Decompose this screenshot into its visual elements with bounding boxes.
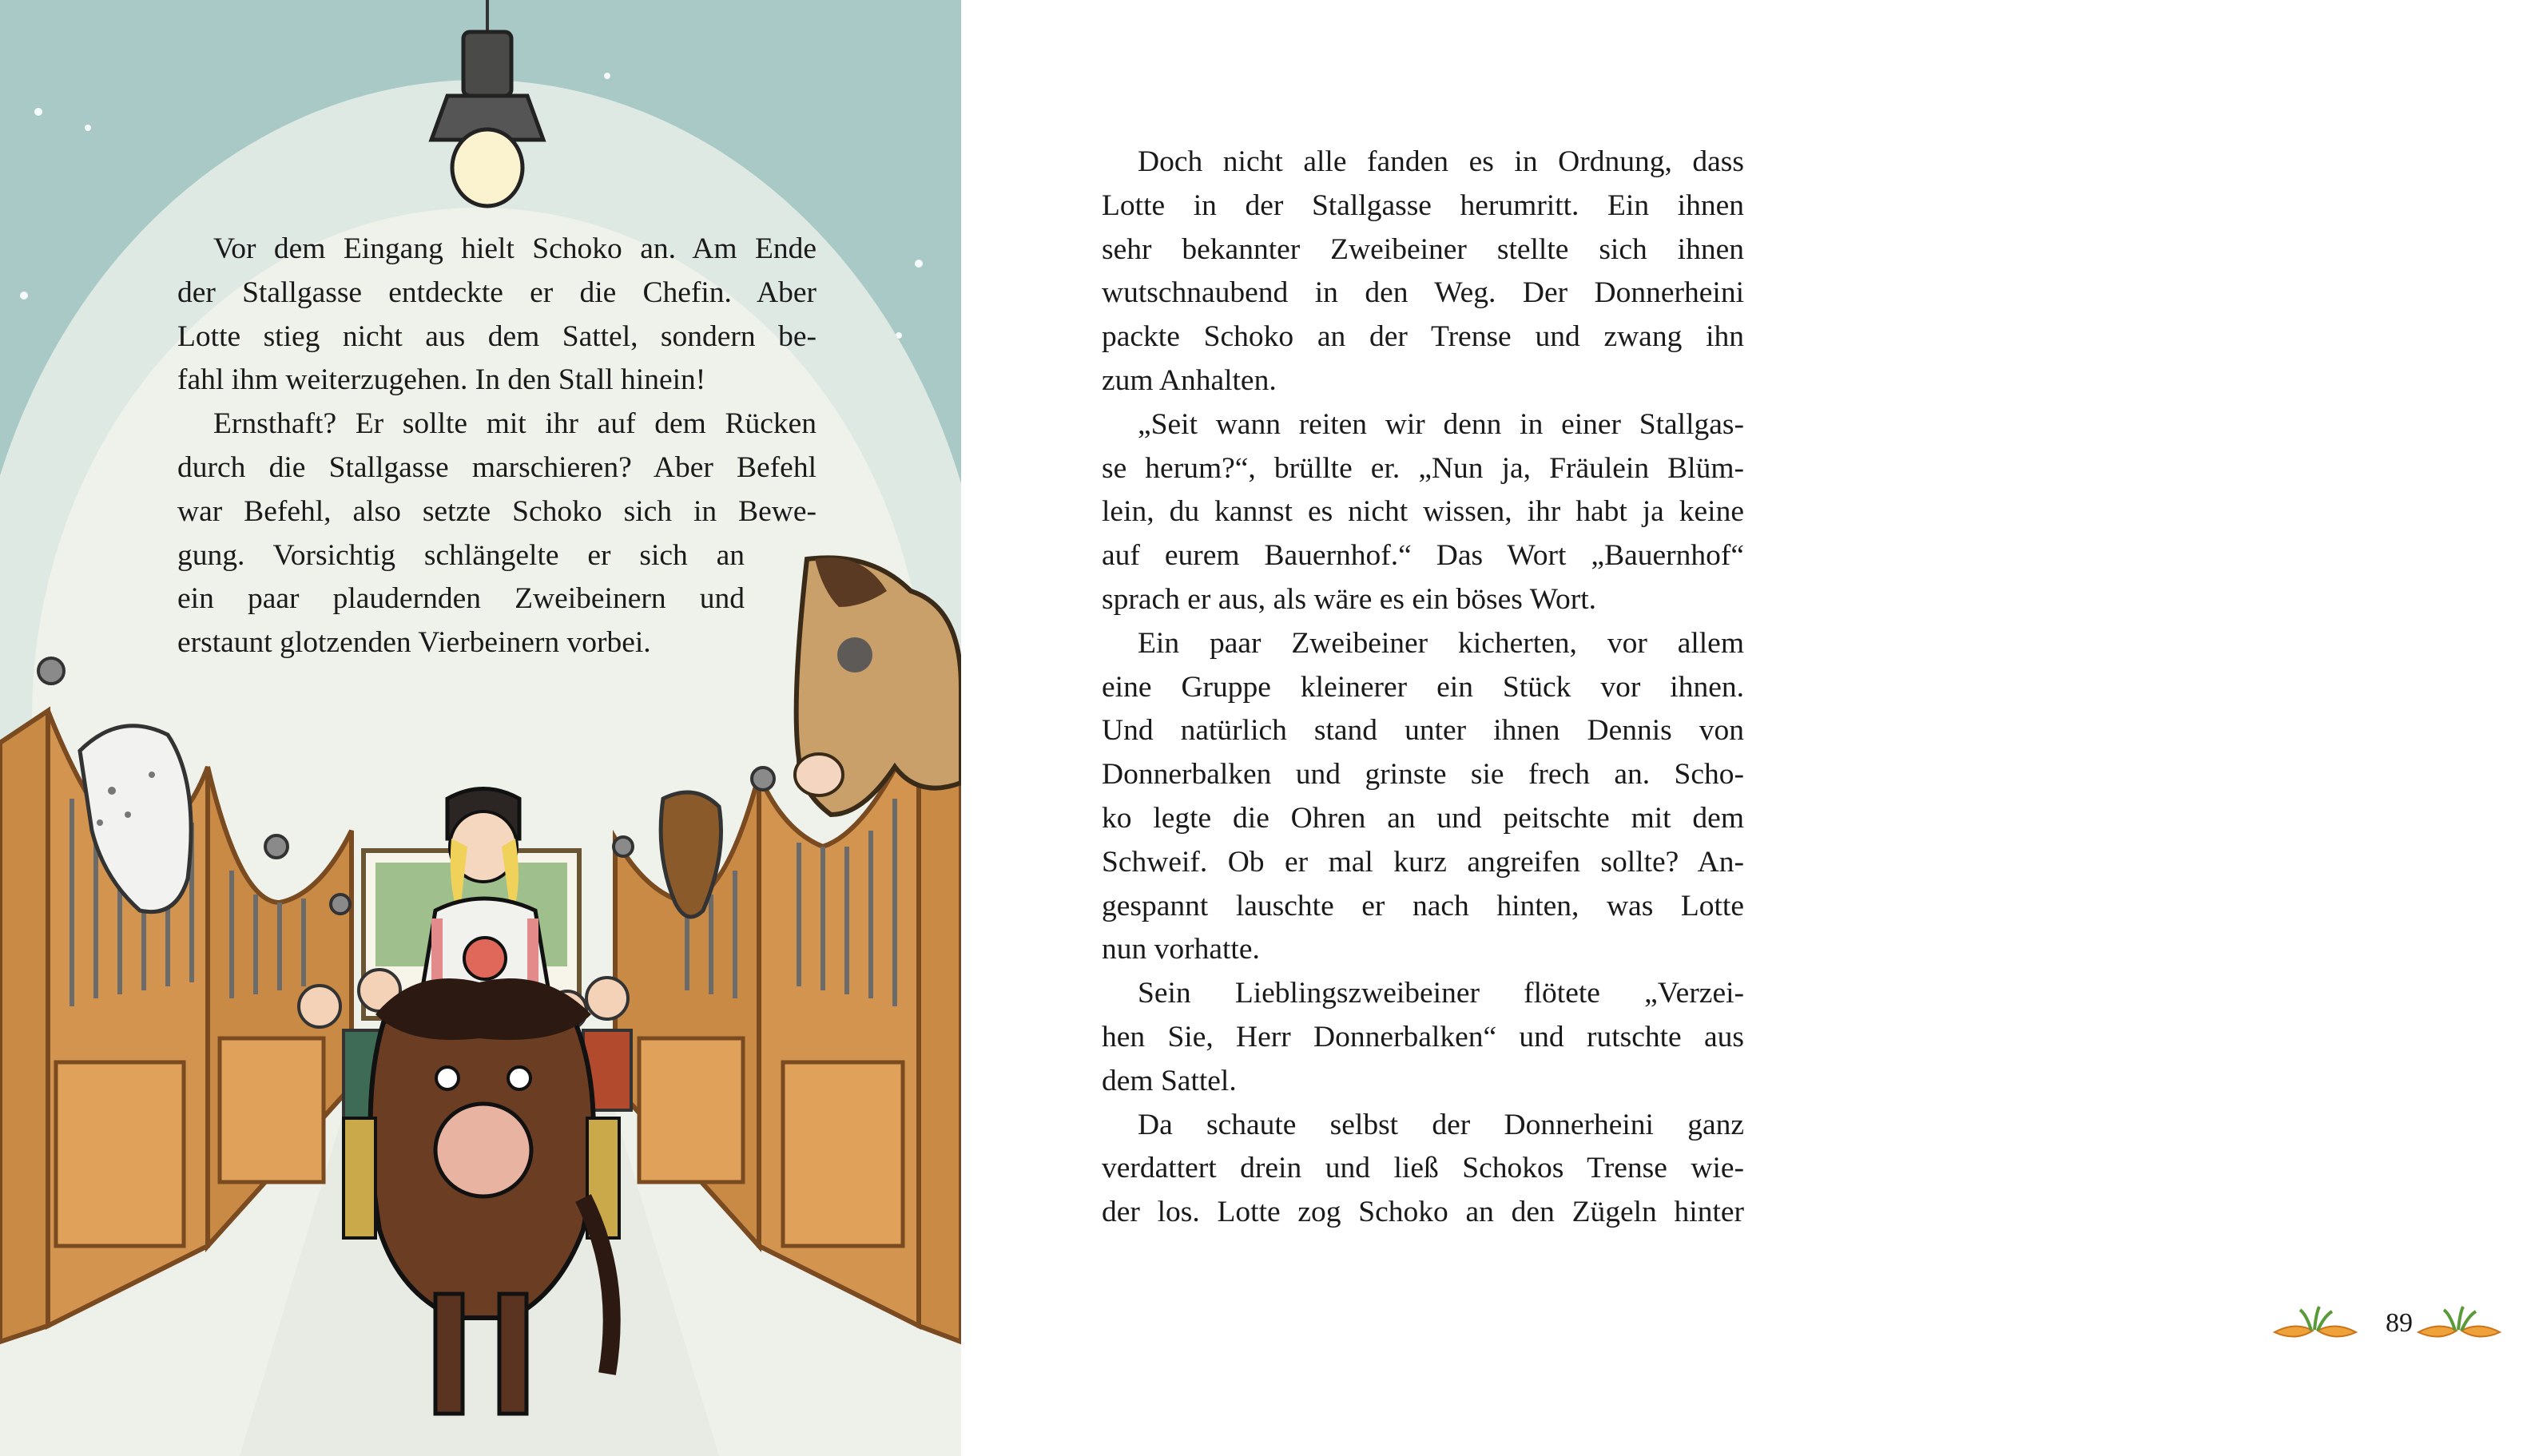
text-line: erstaunt glotzenden Vierbeinern vorbei.: [177, 626, 651, 660]
text-line: Da schaute selbst der Donnerheini ganz: [1138, 1108, 1744, 1141]
text-line: gespannt lauschte er nach hinten, was Lotte: [1102, 889, 1744, 922]
text-line: dem Sattel.: [1102, 1064, 1237, 1097]
right-page: [961, 0, 2413, 1456]
text-line: durch die Stallgasse marschieren? Aber Befehl: [177, 450, 817, 484]
text-line: hen Sie, Herr Donnerbalken“ und rutschte aus: [1102, 1020, 1744, 1053]
text-line: „Seit wann reiten wir denn in einer Stallgas-: [1138, 407, 1744, 441]
text-line: war Befehl, also setzte Schoko sich in Bewe-: [177, 494, 817, 528]
carrot-icon: [2415, 1303, 2503, 1348]
text-line: ko legte die Ohren an und peitschte mit dem: [1102, 801, 1744, 835]
carrot-icon: [2271, 1303, 2359, 1348]
text-line: ein paar plaudernden Zweibeinern und: [177, 582, 745, 616]
text-line: gung. Vorsichtig schlängelte er sich an: [177, 538, 745, 572]
text-line: eine Gruppe kleinerer ein Stück vor ihnen.: [1102, 670, 1744, 704]
right-page-text: [1102, 141, 1744, 1235]
text-line: wutschnaubend in den Weg. Der Donnerheini: [1102, 276, 1744, 310]
text-line: zum Anhalten.: [1102, 363, 1277, 397]
text-line: Schweif. Ob er mal kurz angreifen sollte? An-: [1102, 845, 1744, 879]
page-footer: [2271, 1303, 2527, 1348]
text-line: nun vorhatte.: [1102, 933, 1260, 966]
text-line: der los. Lotte zog Schoko an den Zügeln hinter: [1102, 1196, 1744, 1229]
text-line: Doch nicht alle fanden es in Ordnung, dass: [1138, 145, 1744, 178]
text-line: fahl ihm weiterzugehen. In den Stall hinein!: [177, 363, 706, 397]
text-line: Und natürlich stand unter ihnen Dennis von: [1102, 714, 1744, 748]
text-line: Lotte stieg nicht aus dem Sattel, sondern be-: [177, 319, 817, 353]
text-line: Donnerbalken und grinste sie frech an. Scho-: [1102, 758, 1744, 791]
text-line: Lotte in der Stallgasse herumritt. Ein ihnen: [1102, 188, 1744, 222]
text-line: sprach er aus, als wäre es ein böses Wort.: [1102, 582, 1597, 616]
left-page-text: [177, 228, 817, 665]
text-line: Sein Lieblingszweibeiner flötete „Verzei-: [1138, 977, 1744, 1010]
stable-aisle-illustration: [0, 0, 961, 1456]
page-number: 89: [2386, 1308, 2413, 1338]
text-line: verdattert drein und ließ Schokos Trense wie-: [1102, 1152, 1744, 1185]
text-line: Ernsthaft? Er sollte mit ihr auf dem Rücken: [213, 407, 817, 441]
text-line: Ein paar Zweibeiner kicherten, vor allem: [1138, 626, 1744, 660]
left-page: [0, 0, 961, 1456]
text-line: Vor dem Eingang hielt Schoko an. Am Ende: [213, 232, 817, 265]
text-line: se herum?“, brüllte er. „Nun ja, Fräulein Blüm-: [1102, 451, 1744, 485]
text-line: packte Schoko an der Trense und zwang ihn: [1102, 320, 1744, 354]
text-line: der Stallgasse entdeckte er die Chefin. Aber: [177, 276, 817, 309]
text-line: lein, du kannst es nicht wissen, ihr habt ja keine: [1102, 495, 1744, 529]
text-line: auf eurem Bauernhof.“ Das Wort „Bauernhof“: [1102, 539, 1744, 573]
text-line: sehr bekannter Zweibeiner stellte sich ihnen: [1102, 232, 1744, 266]
